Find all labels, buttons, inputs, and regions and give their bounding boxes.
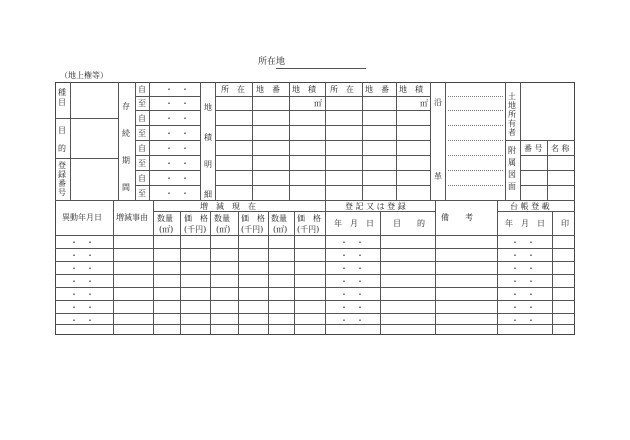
change-date-header: 異動年月日 bbox=[62, 213, 102, 222]
to-label-4: 至 bbox=[138, 189, 146, 198]
from-label-2: 自 bbox=[138, 114, 146, 123]
registration-row-dots: ・ ・ bbox=[340, 238, 364, 247]
page-title: 所在地 bbox=[258, 57, 286, 67]
from-label-3: 自 bbox=[138, 144, 146, 153]
lot-number-header-1: 地 番 bbox=[256, 85, 280, 94]
row-date-dots: ・ ・ bbox=[70, 251, 94, 260]
seal-header: 印 bbox=[561, 219, 569, 228]
quantity-unit-2: (㎡) bbox=[216, 225, 231, 234]
title-underline bbox=[276, 68, 366, 69]
registration-number-label: 登 録 番 号 bbox=[58, 161, 66, 197]
attached-drawings-label: 附 属 図 面 bbox=[508, 146, 516, 191]
land-detail-label: 明 細 bbox=[204, 160, 212, 199]
duration-date-dots: ・ ・ bbox=[165, 99, 189, 108]
registration-row-dots: ・ ・ bbox=[340, 290, 364, 299]
lot-number-header-2: 地 番 bbox=[365, 85, 389, 94]
price-unit-2: (千円) bbox=[241, 225, 264, 234]
row-date-dots: ・ ・ bbox=[70, 303, 94, 312]
from-label-1: 自 bbox=[138, 85, 146, 94]
registration-header: 登 記 又 は 登 録 bbox=[345, 202, 406, 211]
duration-date-dots: ・ ・ bbox=[165, 129, 189, 138]
ledger-row-dots: ・ ・ bbox=[511, 238, 535, 247]
duration-date-dots: ・ ・ bbox=[165, 174, 189, 183]
registration-row-dots: ・ ・ bbox=[340, 264, 364, 273]
ledger-row-dots: ・ ・ bbox=[511, 290, 535, 299]
area-header-1: 地 積 bbox=[292, 85, 316, 94]
change-reason-header: 増減事由 bbox=[116, 213, 148, 222]
price-unit-1: (千円) bbox=[184, 225, 207, 234]
ledger-row-dots: ・ ・ bbox=[511, 251, 535, 260]
land-area-label: 地 積 bbox=[204, 103, 212, 142]
purpose-label: 目 的 bbox=[58, 126, 66, 153]
price-header-1: 価 格 bbox=[184, 214, 208, 223]
quantity-header-3: 数量 bbox=[271, 214, 287, 223]
remarks-header: 備 考 bbox=[441, 213, 473, 222]
history-label-top: 沿 bbox=[434, 98, 442, 107]
duration-date-dots: ・ ・ bbox=[165, 85, 189, 94]
sqm-unit-2: ㎡ bbox=[420, 99, 428, 108]
landowner-label: 土地所有者 bbox=[508, 92, 516, 137]
row-date-dots: ・ ・ bbox=[70, 277, 94, 286]
price-header-3: 価 格 bbox=[297, 214, 321, 223]
sqm-unit-1: ㎡ bbox=[314, 99, 322, 108]
ledger-entry-header: 台 帳 登 載 bbox=[510, 202, 550, 211]
ledger-row-dots: ・ ・ bbox=[511, 303, 535, 312]
duration-date-dots: ・ ・ bbox=[165, 114, 189, 123]
category-label: （地上権等） bbox=[60, 71, 108, 80]
registration-date-header: 年 月 日 bbox=[334, 219, 374, 228]
row-date-dots: ・ ・ bbox=[70, 264, 94, 273]
ledger-row-dots: ・ ・ bbox=[511, 316, 535, 325]
to-label-1: 至 bbox=[138, 99, 146, 108]
price-unit-3: (千円) bbox=[297, 225, 320, 234]
drawing-name-header: 名 称 bbox=[551, 144, 570, 153]
current-change-header: 増 減 現 在 bbox=[200, 202, 256, 211]
registration-row-dots: ・ ・ bbox=[340, 251, 364, 260]
to-label-3: 至 bbox=[138, 159, 146, 168]
ledger-date-header: 年 月 日 bbox=[505, 219, 545, 228]
quantity-header-1: 数量 bbox=[157, 214, 173, 223]
type-label: 種 目 bbox=[58, 88, 66, 107]
ledger-row-dots: ・ ・ bbox=[511, 277, 535, 286]
duration-label: 存 続 期 間 bbox=[122, 102, 130, 192]
registration-row-dots: ・ ・ bbox=[340, 303, 364, 312]
to-label-2: 至 bbox=[138, 129, 146, 138]
registration-purpose-header: 目 的 bbox=[393, 219, 425, 228]
quantity-unit-3: (㎡) bbox=[273, 225, 288, 234]
row-date-dots: ・ ・ bbox=[70, 316, 94, 325]
history-label-bottom: 革 bbox=[434, 172, 442, 181]
ledger-row-dots: ・ ・ bbox=[511, 264, 535, 273]
row-date-dots: ・ ・ bbox=[70, 238, 94, 247]
from-label-4: 自 bbox=[138, 174, 146, 183]
quantity-unit-1: (㎡) bbox=[159, 225, 174, 234]
price-header-2: 価 格 bbox=[241, 214, 265, 223]
location-header-1: 所 在 bbox=[221, 85, 245, 94]
registration-row-dots: ・ ・ bbox=[340, 316, 364, 325]
row-date-dots: ・ ・ bbox=[70, 290, 94, 299]
duration-date-dots: ・ ・ bbox=[165, 144, 189, 153]
duration-date-dots: ・ ・ bbox=[165, 159, 189, 168]
quantity-header-2: 数量 bbox=[214, 214, 230, 223]
drawing-number-header: 番 号 bbox=[524, 144, 543, 153]
area-header-2: 地 積 bbox=[399, 85, 423, 94]
duration-date-dots: ・ ・ bbox=[165, 189, 189, 198]
registration-row-dots: ・ ・ bbox=[340, 277, 364, 286]
location-header-2: 所 在 bbox=[330, 85, 354, 94]
